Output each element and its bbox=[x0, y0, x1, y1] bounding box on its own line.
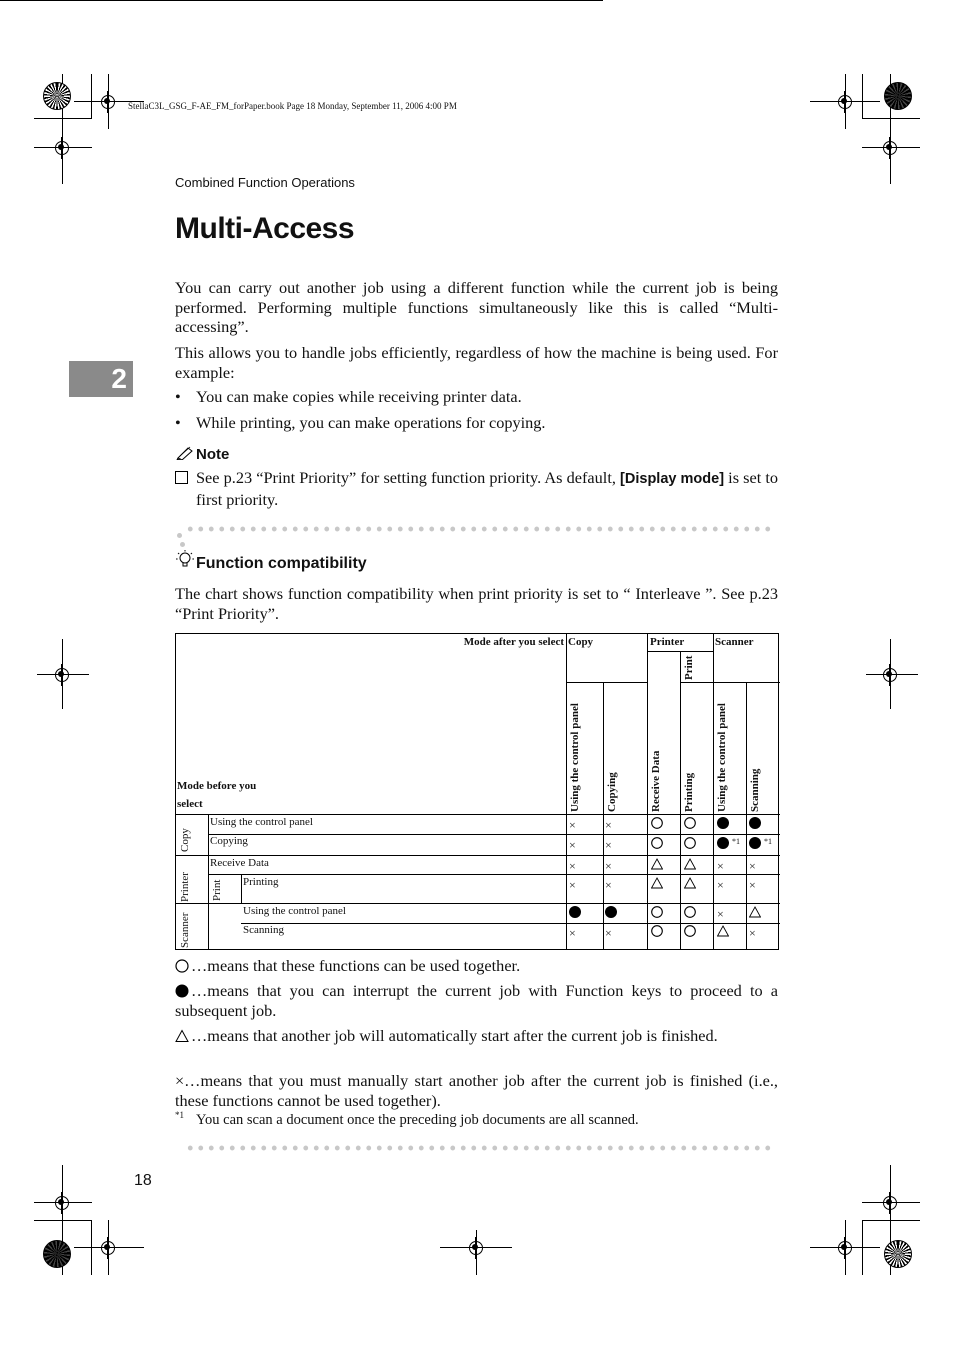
triangle-symbol-icon bbox=[175, 1029, 189, 1043]
circle-symbol-icon bbox=[651, 906, 663, 918]
cross-symbol: × bbox=[717, 878, 724, 892]
row-group-print: Print bbox=[211, 879, 223, 901]
cross-symbol: × bbox=[569, 926, 576, 940]
list-item: • While printing, you can make operations for copying. bbox=[175, 413, 546, 432]
cross-symbol: × bbox=[717, 859, 724, 873]
cross-symbol: × bbox=[569, 859, 576, 873]
dotted-divider-dot bbox=[180, 542, 185, 547]
crosshair-icon bbox=[879, 137, 901, 159]
footnote-mark: *1 bbox=[732, 837, 740, 846]
running-header: Combined Function Operations bbox=[175, 175, 355, 190]
legend-dot: …means that you can interrupt the current job with Function keys to proceed to a subsequent job. bbox=[175, 981, 778, 1020]
cross-symbol: × bbox=[605, 926, 612, 940]
row-label: Printing bbox=[243, 876, 279, 888]
cross-symbol: × bbox=[749, 859, 756, 873]
crosshair-icon bbox=[97, 91, 119, 113]
filled-circle-symbol-icon bbox=[749, 817, 761, 829]
column-header: Scanning bbox=[749, 768, 761, 812]
cross-symbol: × bbox=[749, 878, 756, 892]
checkbox-bullet-icon bbox=[175, 471, 188, 484]
crosshair-icon bbox=[51, 1192, 73, 1214]
cross-symbol: × bbox=[749, 926, 756, 940]
crosshair-icon bbox=[834, 1237, 856, 1259]
file-info: StellaC3L_GSG_F-AE_FM_forPaper.book Page 18 Monday, September 11, 2006 4:00 PM bbox=[128, 101, 457, 111]
page-number: 18 bbox=[134, 1172, 152, 1189]
efficiency-paragraph: This allows you to handle jobs efficiently, regardless of how the machine is being used. For example: bbox=[175, 343, 778, 382]
crosshair-icon bbox=[879, 664, 901, 686]
row-label: Using the control panel bbox=[210, 816, 313, 828]
circle-symbol-icon bbox=[684, 925, 696, 937]
page-title: Multi-Access bbox=[175, 212, 355, 245]
cross-symbol: × bbox=[569, 878, 576, 892]
registration-starburst-icon bbox=[884, 1240, 912, 1268]
triangle-symbol-icon bbox=[749, 906, 761, 918]
dotted-divider bbox=[185, 526, 775, 532]
circle-symbol-icon bbox=[175, 959, 189, 973]
legend-cross: ×…means that you must manually start another job after the current job is finished (i.e., these functions cannot be used together). bbox=[175, 1071, 778, 1110]
chart-intro: The chart shows function compatibility when print priority is set to “ Interleave ”. See p.23 “Print Priority”. bbox=[175, 584, 778, 623]
list-item: • You can make copies while receiving printer data. bbox=[175, 387, 522, 406]
column-header: Copying bbox=[606, 772, 618, 812]
registration-starburst-icon bbox=[884, 82, 912, 110]
dotted-divider bbox=[185, 1145, 775, 1151]
column-header: Using the control panel bbox=[716, 703, 728, 812]
filled-circle-symbol-icon bbox=[749, 837, 761, 849]
filled-circle-symbol-icon bbox=[717, 837, 729, 849]
row-label: Using the control panel bbox=[243, 905, 346, 917]
section-heading: Function compatibility bbox=[196, 555, 367, 572]
circle-symbol-icon bbox=[651, 817, 663, 829]
crosshair-icon bbox=[834, 91, 856, 113]
footnote: $^{*1}$ You can scan a document once the preceding job documents are all scanned. bbox=[175, 1110, 639, 1128]
pencil-icon bbox=[176, 446, 194, 460]
row-label: Scanning bbox=[243, 924, 284, 936]
cross-symbol: × bbox=[605, 859, 612, 873]
crosshair-icon bbox=[97, 1237, 119, 1259]
cross-symbol: × bbox=[569, 818, 576, 832]
key-name: [Display mode] bbox=[620, 471, 725, 487]
circle-symbol-icon bbox=[684, 837, 696, 849]
corner-label-bottom: Mode before you bbox=[177, 780, 257, 792]
triangle-symbol-icon bbox=[651, 877, 663, 889]
cross-symbol: × bbox=[569, 838, 576, 852]
registration-starburst-icon bbox=[43, 1240, 71, 1268]
intro-paragraph: You can carry out another job using a different function while the current job is being performed. Performing multiple functions simultaneously like this is called “Multi-accessing”. bbox=[175, 278, 778, 336]
note-body: See p.23 “Print Priority” for setting function priority. As default, [Display mode] is set to first priority. bbox=[175, 468, 778, 509]
legend-circle: …means that these functions can be used together. bbox=[175, 956, 778, 976]
footnote-mark: *1 bbox=[764, 837, 772, 846]
crosshair-icon bbox=[465, 1237, 487, 1259]
row-label: Copying bbox=[210, 835, 248, 847]
row-group-copy: Copy bbox=[179, 828, 191, 852]
circle-symbol-icon bbox=[684, 817, 696, 829]
compatibility-table bbox=[175, 633, 779, 950]
header-rule bbox=[0, 0, 603, 1]
row-group-printer: Printer bbox=[179, 872, 191, 902]
triangle-symbol-icon bbox=[684, 877, 696, 889]
cross-symbol: × bbox=[605, 878, 612, 892]
row-label: Receive Data bbox=[210, 857, 269, 869]
column-group-copy: Copy bbox=[568, 636, 594, 648]
corner-label-top: Mode after you select bbox=[463, 636, 564, 648]
legend-triangle: …means that another job will automatically start after the current job is finished. bbox=[175, 1026, 778, 1046]
crosshair-icon bbox=[51, 664, 73, 686]
triangle-symbol-icon bbox=[651, 858, 663, 870]
column-group-printer: Printer bbox=[650, 636, 685, 648]
cross-symbol: × bbox=[605, 838, 612, 852]
cross-symbol: × bbox=[605, 818, 612, 832]
circle-symbol-icon bbox=[651, 925, 663, 937]
column-group-print: Print bbox=[683, 655, 695, 680]
crosshair-icon bbox=[51, 137, 73, 159]
circle-symbol-icon bbox=[684, 906, 696, 918]
note-heading: Note bbox=[176, 446, 229, 463]
cross-symbol: × bbox=[717, 907, 724, 921]
registration-starburst-icon bbox=[43, 82, 71, 110]
filled-circle-symbol-icon bbox=[717, 817, 729, 829]
filled-circle-symbol-icon bbox=[605, 906, 617, 918]
circle-symbol-icon bbox=[651, 837, 663, 849]
column-header: Receive Data bbox=[650, 750, 662, 812]
triangle-symbol-icon bbox=[684, 858, 696, 870]
row-group-scanner: Scanner bbox=[179, 912, 191, 948]
corner-label-bottom: select bbox=[177, 798, 203, 810]
column-header: Printing bbox=[683, 772, 695, 812]
filled-circle-symbol-icon bbox=[175, 984, 189, 998]
lightbulb-icon bbox=[175, 549, 195, 571]
column-group-scanner: Scanner bbox=[715, 636, 754, 648]
dotted-divider-dot bbox=[177, 533, 182, 538]
column-header: Using the control panel bbox=[569, 703, 581, 812]
crosshair-icon bbox=[879, 1192, 901, 1214]
filled-circle-symbol-icon bbox=[569, 906, 581, 918]
triangle-symbol-icon bbox=[717, 925, 729, 937]
chapter-tab: 2 bbox=[69, 361, 133, 397]
